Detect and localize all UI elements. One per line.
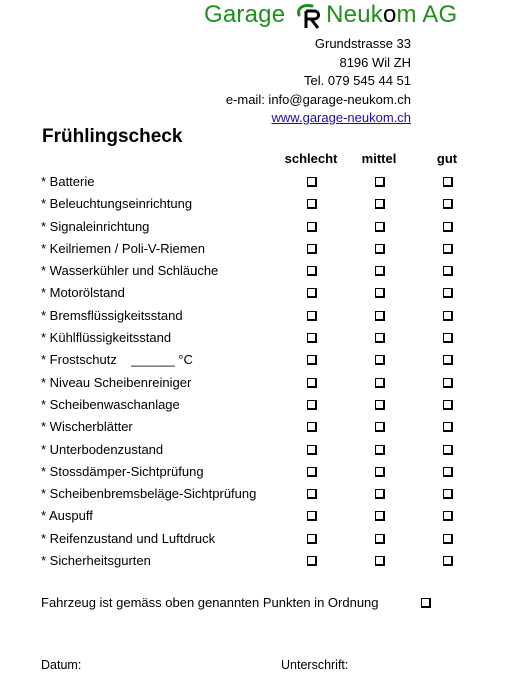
checkbox-schlecht[interactable]	[307, 489, 317, 499]
checkbox-schlecht[interactable]	[307, 556, 317, 566]
checkbox-mittel[interactable]	[375, 333, 385, 343]
checkbox-gut[interactable]	[443, 400, 453, 410]
date-label: Datum:	[41, 658, 82, 672]
logo-word-garage: Garage	[204, 1, 286, 28]
checklist-item-label: * Kühlflüssigkeitsstand	[41, 330, 172, 346]
checkbox-gut[interactable]	[443, 511, 453, 521]
checkbox-gut[interactable]	[443, 556, 453, 566]
checkbox-gut[interactable]	[443, 244, 453, 254]
checklist-row	[0, 305, 530, 327]
checkbox-schlecht[interactable]	[307, 467, 317, 477]
website-link[interactable]: www.garage-neukom.ch	[271, 110, 411, 125]
address-city: 8196 Wil ZH	[339, 54, 411, 70]
checklist-item-label: * Scheibenwaschanlage	[41, 396, 180, 412]
checklist-item-label: * Bremsflüssigkeitsstand	[41, 307, 183, 323]
company-address	[226, 35, 411, 128]
logo-word-neuk: Neuk	[326, 1, 383, 28]
checkbox-gut[interactable]	[443, 199, 453, 209]
checkbox-mittel[interactable]	[375, 222, 385, 232]
checkbox-schlecht[interactable]	[307, 266, 317, 276]
checklist-item-label: * Motorölstand	[41, 285, 125, 301]
checklist-item-label: * Wischerblätter	[41, 419, 133, 435]
signature-label: Unterschrift:	[281, 658, 349, 672]
checkbox-gut[interactable]	[443, 467, 453, 477]
checklist-item-label: * Niveau Scheibenreiniger	[41, 374, 192, 390]
checkbox-mittel[interactable]	[375, 511, 385, 521]
checkbox-mittel[interactable]	[375, 199, 385, 209]
checklist-row	[0, 461, 530, 483]
checkbox-mittel[interactable]	[375, 467, 385, 477]
column-header-schlecht: schlecht	[284, 151, 338, 166]
checklist-item-label: * Wasserkühler und Schläuche	[41, 263, 219, 279]
checkbox-mittel[interactable]	[375, 266, 385, 276]
checkbox-mittel[interactable]	[375, 556, 385, 566]
address-email: e-mail: info@garage-neukom.ch	[225, 91, 411, 107]
checkbox-gut[interactable]	[443, 489, 453, 499]
checkbox-mittel[interactable]	[375, 288, 385, 298]
checkbox-gut[interactable]	[443, 177, 453, 187]
checklist-item-label: * Unterbodenzustand	[41, 441, 164, 457]
ok-checkbox[interactable]	[421, 598, 431, 608]
checklist-row	[0, 505, 530, 527]
checklist-row	[0, 439, 530, 461]
address-phone: Tel. 079 545 44 51	[304, 73, 411, 88]
checklist-row	[0, 193, 530, 215]
checklist-row	[0, 327, 530, 349]
checkbox-schlecht[interactable]	[307, 400, 317, 410]
column-header-gut: gut	[436, 151, 458, 166]
checkbox-schlecht[interactable]	[307, 333, 317, 343]
checkbox-mittel[interactable]	[375, 534, 385, 544]
checklist-item-label: * Scheibenbremsbeläge-Sichtprüfung	[41, 486, 257, 502]
address-street: Grundstrasse 33	[314, 36, 411, 51]
checkbox-mittel[interactable]	[375, 177, 385, 187]
checkbox-schlecht[interactable]	[307, 288, 317, 298]
checkbox-gut[interactable]	[443, 266, 453, 276]
checkbox-gut[interactable]	[443, 311, 453, 321]
checklist-item-label: * Frostschutz ______ °C	[41, 352, 193, 368]
logo-word-tail: m AG	[396, 1, 458, 28]
checklist-item-label: * Stossdämper-Sichtprüfung	[41, 463, 204, 479]
checkbox-schlecht[interactable]	[307, 355, 317, 365]
checklist-item-label: * Sicherheitsgurten	[41, 553, 151, 569]
checklist-item-label: * Auspuff	[41, 508, 93, 524]
checklist-item-label: * Beleuchtungseinrichtung	[41, 196, 193, 212]
checklist-row	[0, 349, 530, 371]
checkbox-gut[interactable]	[443, 333, 453, 343]
checklist-row	[0, 394, 530, 416]
checklist-item-label: * Keilriemen / Poli-V-Riemen	[41, 240, 206, 256]
checklist-row	[0, 260, 530, 282]
checkbox-schlecht[interactable]	[307, 177, 317, 187]
checkbox-schlecht[interactable]	[307, 311, 317, 321]
checkbox-mittel[interactable]	[375, 311, 385, 321]
checklist-row	[0, 216, 530, 238]
checklist-item-label: * Signaleinrichtung	[41, 218, 150, 234]
checklist-row	[0, 528, 530, 550]
checklist-row	[0, 483, 530, 505]
checkbox-mittel[interactable]	[375, 445, 385, 455]
checkbox-schlecht[interactable]	[307, 534, 317, 544]
page-title: Frühlingscheck	[42, 126, 183, 147]
checklist-item-label: * Reifenzustand und Luftdruck	[41, 530, 216, 546]
checklist-row	[0, 550, 530, 572]
checklist-row	[0, 372, 530, 394]
logo-r-mark-icon	[292, 1, 326, 29]
checkbox-schlecht[interactable]	[307, 199, 317, 209]
checkbox-schlecht[interactable]	[307, 378, 317, 388]
checkbox-mittel[interactable]	[375, 355, 385, 365]
checkbox-schlecht[interactable]	[307, 445, 317, 455]
ok-statement: Fahrzeug ist gemäss oben genannten Punkten in Ordnung	[41, 595, 379, 610]
checklist-row	[0, 238, 530, 260]
checkbox-mittel[interactable]	[375, 489, 385, 499]
company-logo	[204, 1, 476, 31]
checkbox-mittel[interactable]	[375, 244, 385, 254]
checkbox-gut[interactable]	[443, 422, 453, 432]
checklist	[0, 171, 530, 572]
checkbox-gut[interactable]	[443, 355, 453, 365]
checkbox-schlecht[interactable]	[307, 422, 317, 432]
checkbox-schlecht[interactable]	[307, 244, 317, 254]
checkbox-gut[interactable]	[443, 445, 453, 455]
checkbox-gut[interactable]	[443, 288, 453, 298]
checklist-item-label: * Batterie	[41, 174, 95, 189]
checklist-row	[0, 171, 530, 193]
checklist-row	[0, 416, 530, 438]
checkbox-schlecht[interactable]	[307, 222, 317, 232]
checklist-row	[0, 282, 530, 304]
column-header-mittel: mittel	[361, 151, 397, 166]
checkbox-gut[interactable]	[443, 534, 453, 544]
logo-letter-o: o	[382, 1, 397, 28]
checkbox-schlecht[interactable]	[307, 511, 317, 521]
checkbox-mittel[interactable]	[375, 400, 385, 410]
checkbox-gut[interactable]	[443, 222, 453, 232]
checkbox-mittel[interactable]	[375, 422, 385, 432]
checkbox-mittel[interactable]	[375, 378, 385, 388]
checkbox-gut[interactable]	[443, 378, 453, 388]
